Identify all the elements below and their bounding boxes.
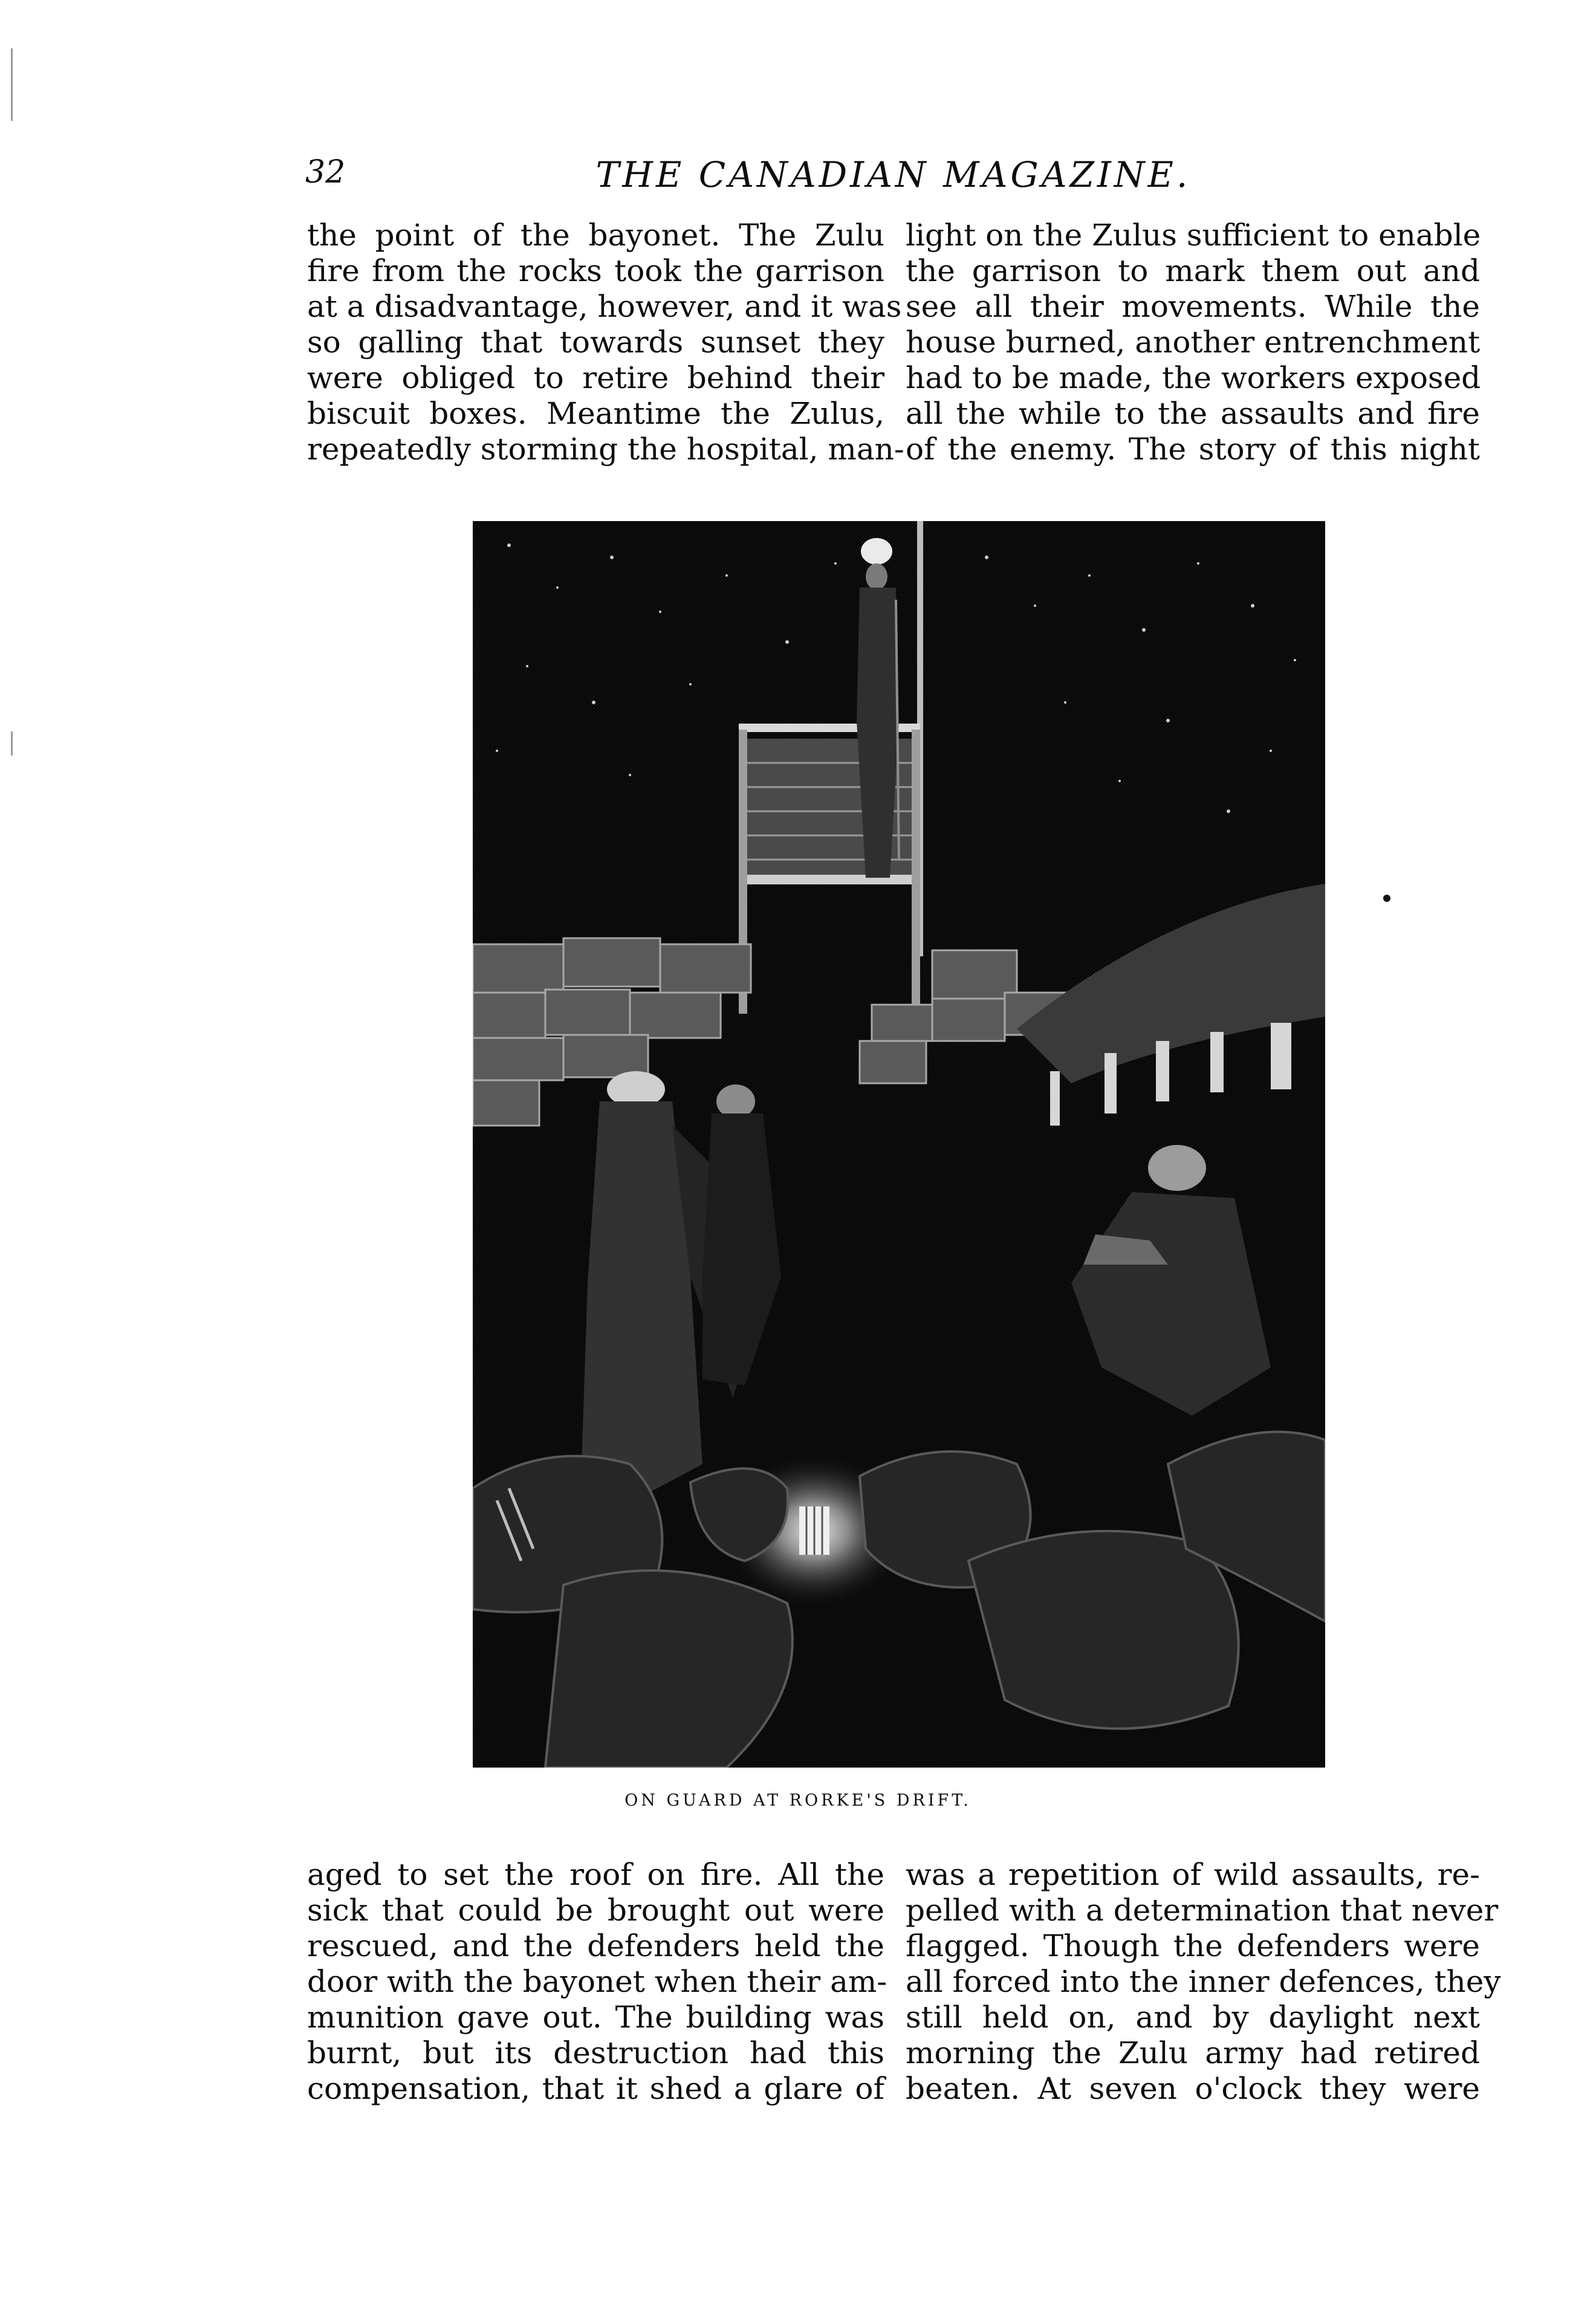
text-line: were obliged to retire behind their [307, 360, 884, 395]
text-line: had to be made, the workers exposed [906, 360, 1481, 395]
text-line: still held on, and by daylight next [906, 2000, 1480, 2035]
lookout-post-right [912, 730, 920, 1014]
text-line: compensation, that it shed a glare of [307, 2071, 884, 2106]
text-line: door with the bayonet when their am- [307, 1964, 887, 1999]
text-line: all forced into the inner defences, they [906, 1964, 1501, 1999]
top-right-column [906, 218, 1480, 467]
illustration-caption: ON GUARD AT RORKE'S DRIFT. [624, 1791, 972, 1810]
text-line: rescued, and the defenders held the [307, 1928, 884, 1963]
bottom-right-column [906, 1857, 1501, 2107]
top-left-column [307, 218, 904, 467]
text-line: was a repetition of wild assaults, re- [906, 1857, 1480, 1892]
text-line: morning the Zulu army had retired [906, 2035, 1480, 2070]
text-line: beaten. At seven o'clock they were [906, 2071, 1480, 2106]
sentry-figure [857, 538, 899, 878]
text-line: light on the Zulus sufficient to enable [906, 218, 1481, 253]
text-line: so galling that towards sunset they [307, 325, 884, 360]
text-line: burnt, but its destruction had this [307, 2035, 884, 2070]
text-line: fire from the rocks took the garrison [307, 253, 884, 288]
text-line: the garrison to mark them out and [906, 253, 1480, 288]
ink-speck [1383, 895, 1390, 902]
text-line: of the enemy. The story of this night [906, 432, 1480, 467]
binding-edge-mark [11, 48, 13, 121]
text-line: aged to set the roof on fire. All the [307, 1857, 884, 1892]
bottom-left-column [307, 1857, 887, 2107]
text-line: flagged. Though the defenders were [906, 1928, 1480, 1963]
text-line: pelled with a determination that never [906, 1893, 1499, 1928]
text-line: at a disadvantage, however, and it was [307, 289, 902, 324]
page-header [305, 154, 1481, 203]
text-line: sick that could be brought out were [307, 1893, 884, 1928]
night-scene-engraving [473, 521, 1325, 1768]
binding-edge-mark [11, 731, 13, 756]
text-line: all the while to the assaults and fire [906, 396, 1480, 431]
text-line: repeatedly storming the hospital, man- [307, 432, 904, 467]
text-line: biscuit boxes. Meantime the Zulus, [307, 396, 884, 431]
text-line: see all their movements. While the [906, 289, 1480, 324]
text-line: munition gave out. The building was [307, 2000, 884, 2035]
text-line: the point of the bayonet. The Zulu [307, 218, 884, 253]
text-line: house burned, another entrenchment [906, 325, 1481, 360]
running-title: THE CANADIAN MAGAZINE. [595, 154, 1191, 195]
engraving-illustration [473, 521, 1325, 1768]
page-number: 32 [305, 154, 346, 190]
